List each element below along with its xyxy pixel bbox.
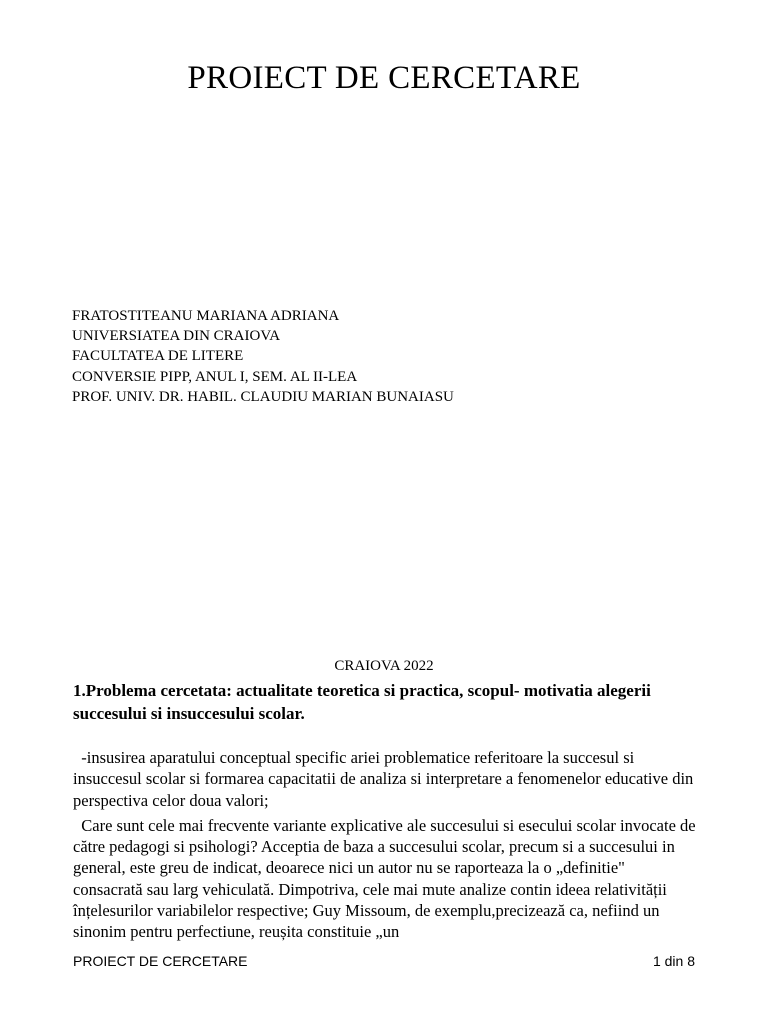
body-text <box>73 747 698 943</box>
city-year: CRAIOVA 2022 <box>334 658 434 674</box>
program-info: CONVERSIE PIPP, ANUL I, SEM. AL II-LEA <box>72 368 358 385</box>
page-number: 1 din 8 <box>652 953 695 969</box>
author-info-block <box>72 306 454 407</box>
university-name: UNIVERSIATEA DIN CRAIOVA <box>72 328 281 345</box>
faculty-name: FACULTATEA DE LITERE <box>72 348 244 365</box>
page-footer <box>73 953 695 969</box>
paragraph: Care sunt cele mai frecvente variante explicative ale succesului si esecului scolar invocate de către pedagogi si psihologi? Acceptia de baza a succesului scolar, precum si a succesului in general, este greu de indicat, deoarece nici un autor nu se raporteaza la o „definitie" consacrată sau larg vehiculată. Dimpotriva, cele mai mute analize contin ideea relativității înțelesurilor variabilelor respective; Guy Missoum, de exemplu,precizează ca, nefiind un sinonim pentru perfectiune, reușita constituie „un <box>73 815 700 942</box>
paragraph: -insusirea aparatului conceptual specific ariei problematice referitoare la succesul si insuccesul scolar si formarea capacitatii de analiza si interpretare a fenomenelor educative din perspectiva celor doua valori; <box>73 748 698 810</box>
supervisor-name: PROF. UNIV. DR. HABIL. CLAUDIU MARIAN BUNAIASU <box>72 388 454 405</box>
document-title: PROIECT DE CERCETARE <box>187 60 581 96</box>
author-name: FRATOSTITEANU MARIANA ADRIANA <box>72 308 340 324</box>
section-heading: 1.Problema cercetata: actualitate teoretica si practica, scopul- motivatia alegerii succesului si insuccesului scolar. <box>73 681 651 723</box>
footer-title: PROIECT DE CERCETARE <box>73 953 248 969</box>
